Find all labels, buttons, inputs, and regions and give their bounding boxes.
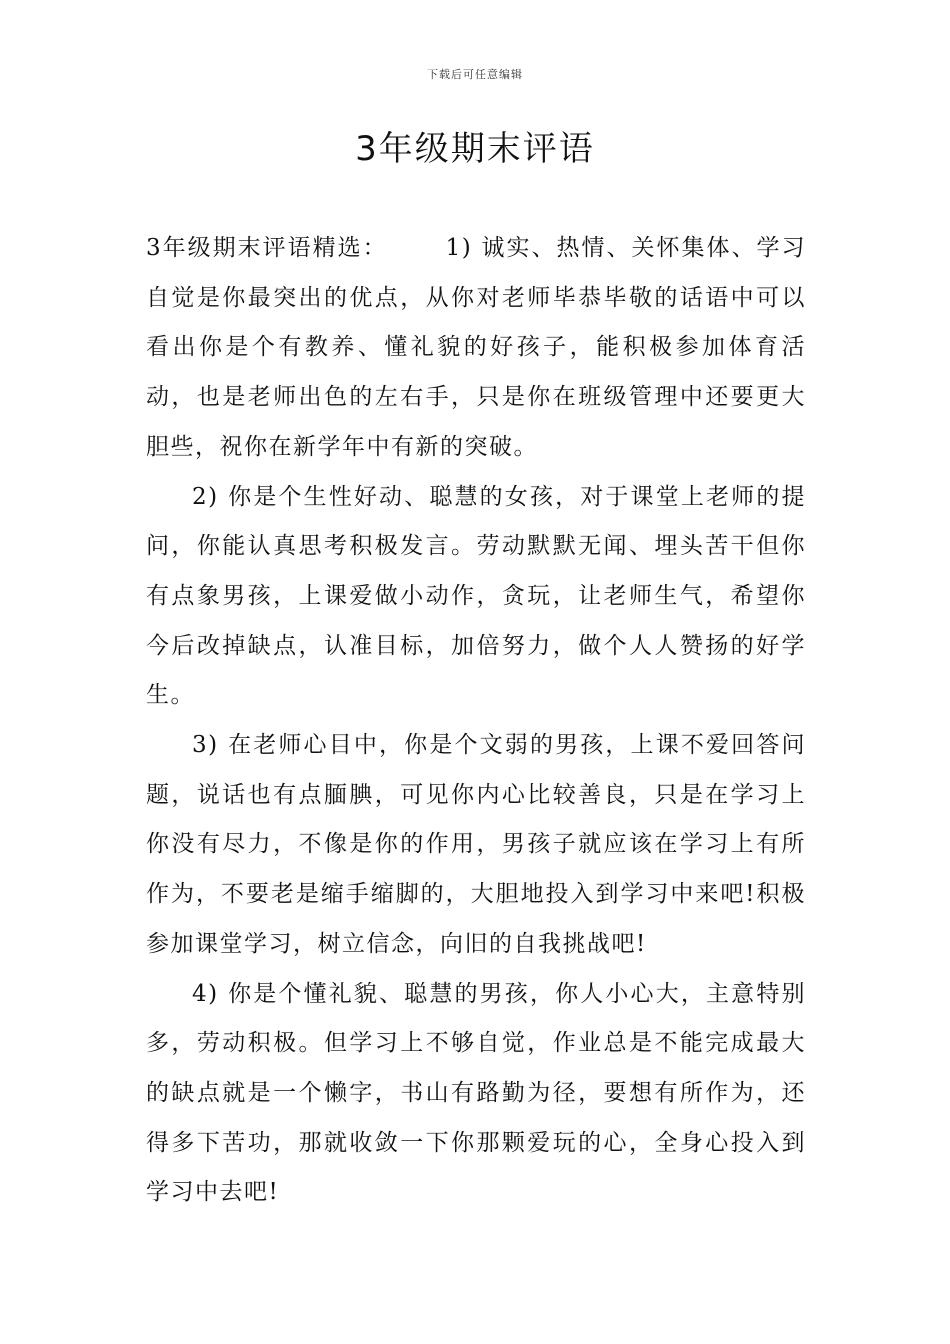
paragraph-1 bbox=[146, 224, 806, 473]
header-note: 下载后可任意编辑 bbox=[427, 68, 523, 81]
paragraph-4: 4) 你是个懂礼貌、聪慧的男孩，你人小心大，主意特别多，劳动积极。但学习上不够自觉，作业总是不能完成最大的缺点就是一个懒字，书山有路勤为径，要想有所作为，还得多下苦功，那就收敛一下你那颗爱玩的心，全身心投入到学习中去吧! bbox=[146, 980, 806, 1206]
page-title: 3年级期末评语 bbox=[355, 129, 595, 169]
paragraph-3: 3) 在老师心目中，你是个文弱的男孩，上课不爱回答问题，说话也有点腼腆，可见你内心比较善良，只是在学习上你没有尽力，不像是你的作用，男孩子就应该在学习上有所作为，不要老是缩手缩脚的，大胆地投入到学习中来吧!积极参加课堂学习，树立信念，向旧的自我挑战吧! bbox=[146, 732, 806, 957]
paragraph-2: 2) 你是个生性好动、聪慧的女孩，对于课堂上老师的提问，你能认真思考积极发言。劳动默默无闻、埋头苦干但你有点象男孩，上课爱做小动作，贪玩，让老师生气，希望你今后改掉缺点，认准目标，加倍努力，做个人人赞扬的好学生。 bbox=[146, 483, 806, 709]
intro-label: 3年级期末评语精选： bbox=[146, 235, 388, 261]
paragraph-1-text: 1) 诚实、热情、关怀集体、学习自觉是你最突出的优点，从你对老师毕恭毕敬的话语中可以看出你是个有教养、懂礼貌的好孩子，能积极参加体育活动，也是老师出色的左右手，只是你在班级管理中还要更大胆些，祝你在新学年中有新的突破。 bbox=[146, 235, 806, 460]
document-body bbox=[146, 224, 806, 1218]
